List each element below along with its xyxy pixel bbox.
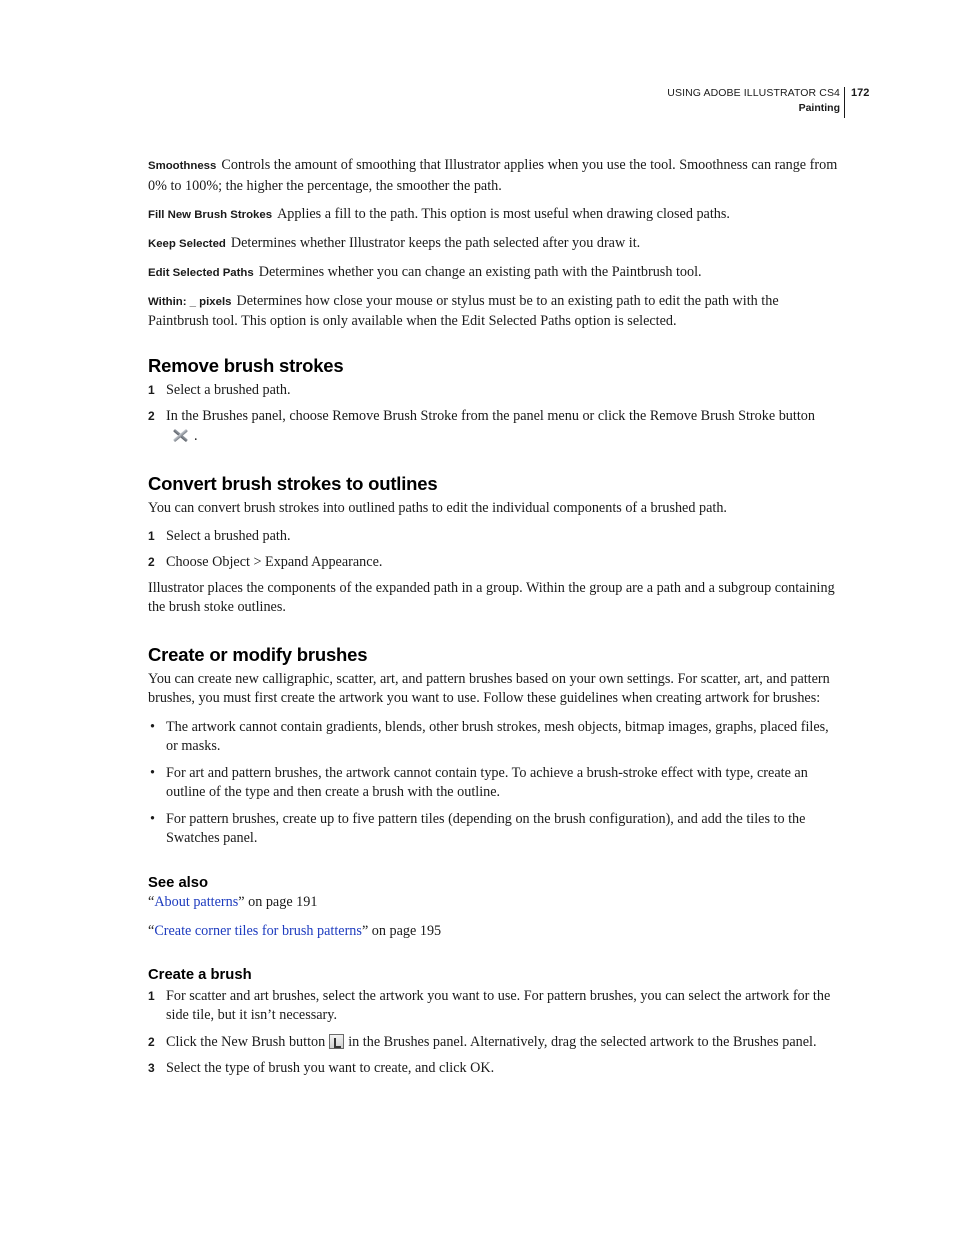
heading-create-modify-brushes: Create or modify brushes	[148, 643, 368, 665]
step-item	[148, 527, 842, 547]
option-text: Determines how close your mouse or stylus must be to an existing path to edit the path with the Paintbrush tool. This option is only available when the Edit Selected Paths option is selected.	[148, 292, 779, 329]
bullet: •	[150, 810, 155, 827]
option-within-pixels	[148, 292, 842, 332]
option-edit-selected-paths	[148, 263, 842, 284]
option-term: Smoothness	[148, 160, 217, 172]
option-text: Applies a fill to the path. This option is most useful when drawing closed paths.	[277, 205, 730, 222]
running-header	[667, 86, 840, 116]
heading-see-also: See also	[148, 874, 209, 891]
step-item	[148, 1033, 842, 1053]
step-number: 1	[148, 382, 155, 397]
heading-remove-brush-strokes: Remove brush strokes	[148, 354, 344, 376]
guideline-text: For pattern brushes, create up to five pattern tiles (depending on the brush configuration), and add the tiles to the Swatches panel.	[166, 810, 806, 846]
step-number: 1	[148, 988, 155, 1003]
heading-create-a-brush: Create a brush	[148, 966, 252, 983]
step-text: In the Brushes panel, choose Remove Brush Stroke from the panel menu or click the Remove Brush Stroke button	[166, 408, 815, 424]
guideline-list	[148, 718, 842, 849]
create-modify-intro: You can create new calligraphic, scatter, art, and pattern brushes based on your own settings. For scatter, art, and pattern brushes, you must first create the artwork you want to use. Follow these guidelines when creating artwork for brushes:	[148, 670, 830, 706]
step-text: Select a brushed path.	[166, 381, 291, 398]
step-item	[148, 1059, 842, 1079]
guideline-text: For art and pattern brushes, the artwork cannot contain type. To achieve a brush-stroke effect with type, create an outline of the type and then create a brush with the outline.	[166, 764, 808, 800]
guideline-item	[148, 764, 842, 803]
step-number: 3	[148, 1061, 155, 1075]
option-text: Determines whether Illustrator keeps the path selected after you draw it.	[230, 234, 641, 251]
page-number: 172	[851, 87, 870, 99]
create-brush-steps	[148, 987, 842, 1079]
book-title: USING ADOBE ILLUSTRATOR CS4	[667, 87, 840, 99]
page-reference: ” on page 191	[238, 893, 318, 910]
option-smoothness	[148, 156, 842, 196]
header-rule	[844, 87, 845, 118]
step-text: Select a brushed path.	[166, 527, 291, 544]
option-text: Controls the amount of smoothing that Illustrator applies when you use the tool. Smoothness can range from 0% to 100%; the higher the percentage, the smoother the path.	[148, 157, 838, 194]
step-text: Click the New Brush button	[166, 1033, 326, 1050]
option-text: Determines whether you can change an existing path with the Paintbrush tool.	[258, 263, 702, 280]
option-fill-new-brush-strokes	[148, 205, 842, 226]
open-quote: “	[148, 893, 155, 910]
remove-steps	[148, 381, 842, 447]
step-number: 1	[148, 528, 155, 543]
page-reference: ” on page 195	[361, 923, 442, 939]
option-list	[148, 156, 842, 332]
step-number: 2	[148, 1034, 155, 1049]
see-also-entry	[148, 922, 842, 942]
remove-brush-stroke-icon	[170, 427, 190, 443]
step-item	[148, 987, 842, 1026]
link-about-patterns[interactable]: About patterns	[154, 893, 239, 910]
convert-intro: You can convert brush strokes into outlined paths to edit the individual components of a brushed path.	[148, 500, 727, 516]
convert-result: Illustrator places the components of the expanded path in a group. Within the group are a path and a subgroup containing the brush stoke outlines.	[148, 579, 835, 615]
bullet: •	[150, 764, 155, 781]
step-text: For scatter and art brushes, select the artwork you want to use. For pattern brushes, you can select the artwork for the side tile, but it isn’t necessary.	[166, 987, 831, 1023]
link-create-corner-tiles[interactable]: Create corner tiles for brush patterns	[154, 923, 362, 939]
guideline-item	[148, 810, 842, 849]
step-text: Choose Object > Expand Appearance.	[166, 554, 383, 570]
step-text: Select the type of brush you want to create, and click OK.	[166, 1060, 495, 1076]
page-content	[148, 156, 842, 1079]
section-name: Painting	[798, 102, 840, 114]
step-text-after: .	[194, 427, 198, 444]
bullet: •	[150, 718, 155, 735]
option-keep-selected	[148, 234, 842, 255]
heading-convert-brush-strokes: Convert brush strokes to outlines	[148, 473, 438, 494]
step-item	[148, 407, 842, 446]
new-brush-icon	[329, 1034, 344, 1049]
step-number: 2	[148, 409, 155, 423]
step-item	[148, 553, 842, 573]
convert-steps	[148, 527, 842, 573]
guideline-item	[148, 718, 842, 757]
step-number: 2	[148, 555, 155, 569]
option-term: Keep Selected	[148, 237, 226, 250]
option-term: Within: _ pixels	[148, 295, 232, 308]
option-term: Edit Selected Paths	[148, 266, 254, 279]
open-quote: “	[148, 923, 155, 939]
see-also-entry	[148, 893, 842, 913]
option-term: Fill New Brush Strokes	[148, 208, 273, 221]
guideline-text: The artwork cannot contain gradients, blends, other brush strokes, mesh objects, bitmap images, graphs, placed files, or masks.	[166, 718, 829, 754]
step-item	[148, 381, 842, 401]
step-text-after: in the Brushes panel. Alternatively, drag the selected artwork to the Brushes panel.	[348, 1033, 817, 1050]
